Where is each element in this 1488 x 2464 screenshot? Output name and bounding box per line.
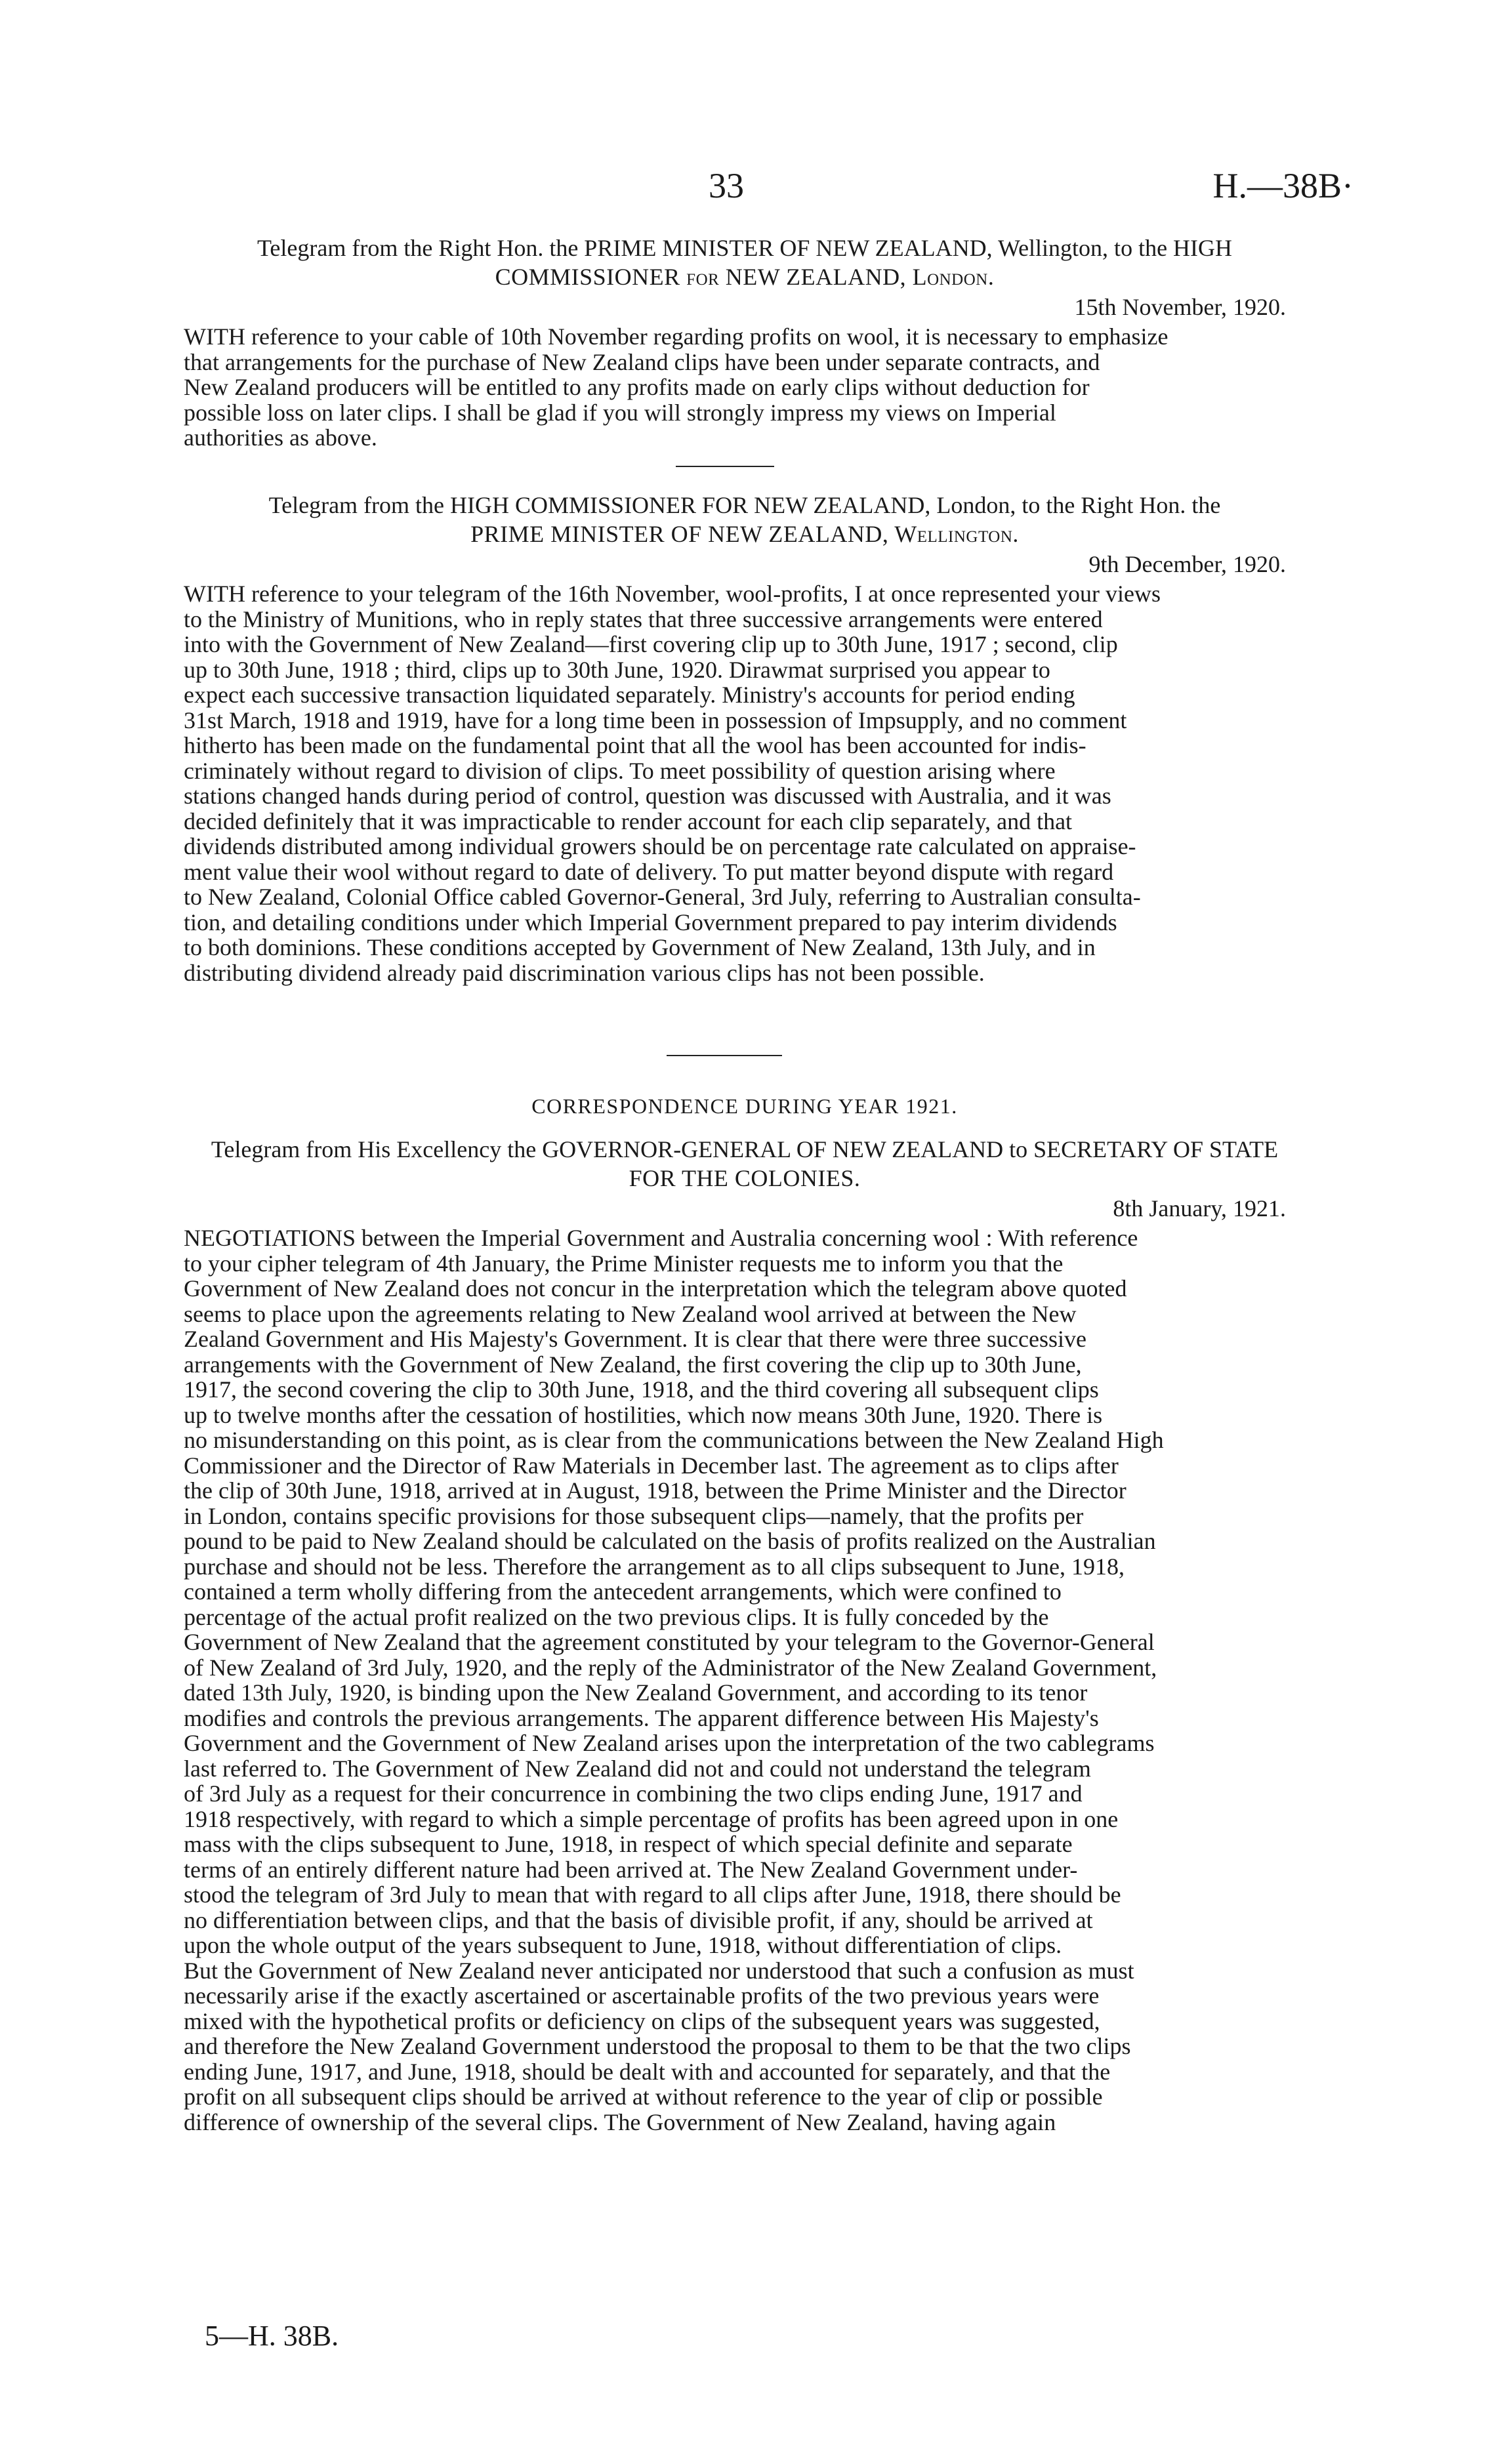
telegram-3-body: NEGOTIATIONS between the Imperial Government and Australia concerning wool : With reference to your cipher telegram of 4th January, the Prime Minister requests me to inform you that the Government of New Zealand does not concur in the interpretation which the telegram above quoted seems to place upon the agreements relating to New Zealand wool arrived at between the New Zealand Government and His Majesty's Government. It is clear that there were three successive arrangements with the Government of New Zealand, the first covering the clip up to 30th June, 1917, the second covering the clip to 30th June, 1918, and the third covering all subsequent clips up to twelve months after the cessation of hostilities, which now means 30th June, 1920. There is no misunderstanding on this point, as is clear from the communications between the New Zealand High Commissioner and the Director of Raw Materials in December last. The agreement as to clips after the clip of 30th June, 1918, arrived at in August, 1918, between the Prime Minister and the Director in London, contains specific provisions for those subsequent clips—namely, that the profits per pound to be paid to New Zealand should be calculated on the basis of profits realized on the Australian purchase and should not be less. Therefore the arrangement as to all clips subsequent to June, 1918, contained a term wholly differing from the antecedent arrangements, which were confined to percentage of the actual profit realized on the two previous clips. It is fully conceded by the Government of New Zealand that the agreement constituted by your telegram to the Governor-General of New Zealand of 3rd July, 1920, and the reply of the Administrator of the New Zealand Government, dated 13th July, 1920, is binding upon the New Zealand Government, and according to its tenor modifies and controls the previous arrangements. The apparent difference between His Majesty's Government and the Government of New Zealand arises upon the interpretation of the two cablegrams last referred to. The Government of New Zealand did not and could not understand the telegram of 3rd July as a request for their concurrence in combining the two clips ending June, 1917 and 1918 respectively, with regard to which a simple percentage of profits has been agreed upon in one mass with the clips subsequent to June, 1918, in respect of which special definite and separate terms of an entirely different nature had been arrived at. The New Zealand Government under- stood the telegram of 3rd July to mean that with regard to all clips after June, 1918, there should be no differentiation between clips, and that the basis of divisible profit, if any, should be arrived at upon the whole output of the years subsequent to June, 1918, without differentiation of clips. But the Government of New Zealand never anticipated nor understood that such a confusion as must necessarily arise if the exactly ascertained or ascertainable profits of the two previous years were mixed with the hypothetical profits or deficiency on clips of the subsequent years was suggested, and therefore the New Zealand Government understood the proposal to them to be that the two clips ending June, 1917, and June, 1918, should be dealt with and accounted for separately, and that the profit on all subsequent clips should be arrived at without reference to the year of clip or possible difference of ownership of the several clips. The Government of New Zealand, having again [184, 1225, 1164, 2135]
telegram-2-heading-line-2: PRIME MINISTER OF NEW ZEALAND, Wellington. [470, 521, 1019, 547]
page-number: 33 [709, 166, 744, 205]
divider-rule-2 [667, 1055, 782, 1056]
telegram-3-heading-line-2: FOR THE COLONIES. [629, 1165, 861, 1191]
telegram-2-date: 9th December, 1920. [1088, 551, 1286, 577]
divider-rule-1 [676, 466, 774, 467]
telegram-1-heading-line-1: Telegram from the Right Hon. the PRIME MINISTER OF NEW ZEALAND, Wellington, to the HIGH [257, 235, 1233, 261]
telegram-3-heading-line-1: Telegram from His Excellency the GOVERNOR-GENERAL OF NEW ZEALAND to SECRETARY OF STATE [211, 1136, 1279, 1162]
footer-signature: 5—H. 38B. [205, 2320, 339, 2352]
telegram-1 [184, 234, 1306, 451]
telegram-1-heading-line-2: COMMISSIONER for NEW ZEALAND, London. [495, 264, 995, 290]
telegram-2 [184, 491, 1306, 985]
telegram-1-date: 15th November, 1920. [1074, 294, 1286, 320]
section-heading [184, 1094, 1306, 1119]
telegram-2-body: WITH reference to your telegram of the 16th November, wool-profits, I at once represented your views to the Ministry of Munitions, who in reply states that three successive arrangements were entered into with the Government of New Zealand—first covering clip up to 30th June, 1917 ; second, clip up to 30th June, 1918 ; third, clips up to 30th June, 1920. Dirawmat surprised you appear to expect each successive transaction liquidated separately. Ministry's accounts for period ending 31st March, 1918 and 1919, have for a long time been in possession of Impsupply, and no comment hitherto has been made on the fundamental point that all the wool has been accounted for indis- criminately without regard to division of clips. To meet possibility of question arising where stations changed hands during period of control, question was discussed with Australia, and it was decided definitely that it was impracticable to render account for each clip separately, and that dividends distributed among individual growers should be on percentage rate calculated on appraise- ment value their wool without regard to date of delivery. To put matter beyond dispute with regard to New Zealand, Colonial Office cabled Governor-General, 3rd July, referring to Australian consulta- tion, and detailing conditions under which Imperial Government prepared to pay interim dividends to both dominions. These conditions accepted by Government of New Zealand, 13th July, and in distributing dividend already paid discrimination various clips has not been possible. [184, 581, 1161, 986]
telegram-3 [184, 1135, 1306, 2135]
section-title: CORRESPONDENCE DURING YEAR 1921. [531, 1094, 958, 1118]
telegram-2-heading-line-1: Telegram from the HIGH COMMISSIONER FOR NEW ZEALAND, London, to the Right Hon. the [268, 492, 1221, 518]
page-header [0, 165, 1488, 218]
telegram-1-body: WITH reference to your cable of 10th November regarding profits on wool, it is necessary to emphasize that arrangements for the purchase of New Zealand clips have been under separate contracts, and New Zealand producers will be entitled to any profits made on early clips without deduction for possible loss on later clips. I shall be glad if you will strongly impress my views on Imperial authorities as above. [184, 323, 1168, 451]
document-reference: H.—38B· [1212, 166, 1354, 205]
telegram-3-date: 8th January, 1921. [1113, 1195, 1286, 1222]
